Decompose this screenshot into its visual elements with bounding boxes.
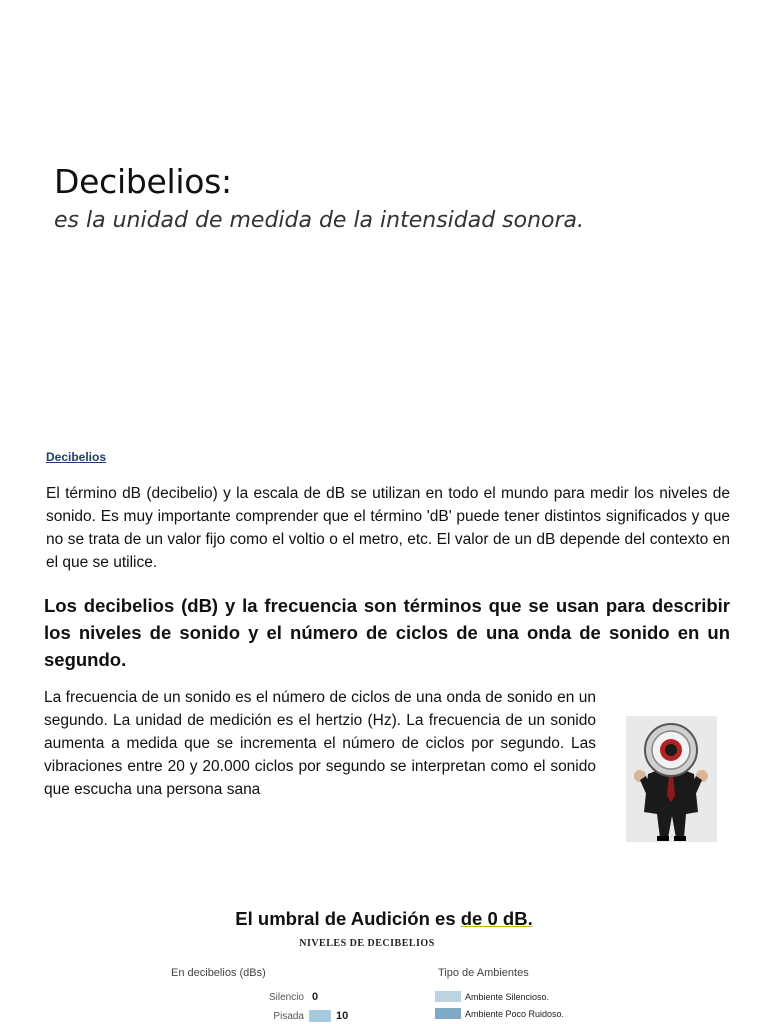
chart-category-label: Pisada bbox=[273, 1011, 304, 1022]
section-heading-link[interactable]: Decibelios bbox=[46, 450, 107, 464]
legend-label: Ambiente Poco Ruidoso. bbox=[465, 1009, 565, 1019]
frequency-paragraph: La frecuencia de un sonido es el número de ciclos de una onda de sonido en un segundo. La unidad de medición es el hertzio (Hz). La frecuencia de un sonido aumenta a medida que se incrementa el número de ciclos por segundo. Las vibraciones entre 20 y 20.000 ciclos por segundo se interpretan como el sonido que escucha una persona sana bbox=[44, 689, 596, 798]
intro-paragraph: El término dB (decibelio) y la escala de dB se utilizan en todo el mundo para medir los niveles de sonido. Es muy importante comprender que el término 'dB' puede tener distintos significados y que no se trata de un valor fijo como el voltio o el metro, etc. El valor de un dB depende del contexto en el que se utilice. bbox=[46, 485, 730, 571]
umbral-prefix: El umbral de Audición es bbox=[235, 908, 461, 929]
legend-swatch bbox=[435, 991, 461, 1002]
chart-category-label: Silencio bbox=[268, 992, 304, 1003]
legend-swatch bbox=[435, 1008, 461, 1019]
megaphone-man-icon bbox=[626, 716, 717, 842]
chart-right-header: Tipo de Ambientes bbox=[438, 967, 529, 979]
chart-bar bbox=[309, 1010, 331, 1022]
umbral-heading bbox=[0, 908, 768, 930]
chart-title: NIVELES DE DECIBELIOS bbox=[299, 938, 435, 949]
megaphone-man-image bbox=[626, 716, 717, 842]
bold-definition-paragraph: Los decibelios (dB) y la frecuencia son términos que se usan para describir los niveles de sonido y el número de ciclos de una onda de sonido en un segundo. bbox=[44, 595, 730, 670]
legend-label: Ambiente Silencioso. bbox=[465, 992, 550, 1002]
umbral-highlight: de 0 dB. bbox=[460, 908, 533, 929]
chart-value-label: 10 bbox=[336, 1010, 349, 1022]
page-subtitle: es la unidad de medida de la intensidad sonora. bbox=[54, 208, 585, 233]
chart-left-header: En decibelios (dBs) bbox=[171, 967, 266, 979]
page-title: Decibelios: bbox=[54, 162, 232, 201]
chart-value-label: 0 bbox=[312, 991, 319, 1003]
